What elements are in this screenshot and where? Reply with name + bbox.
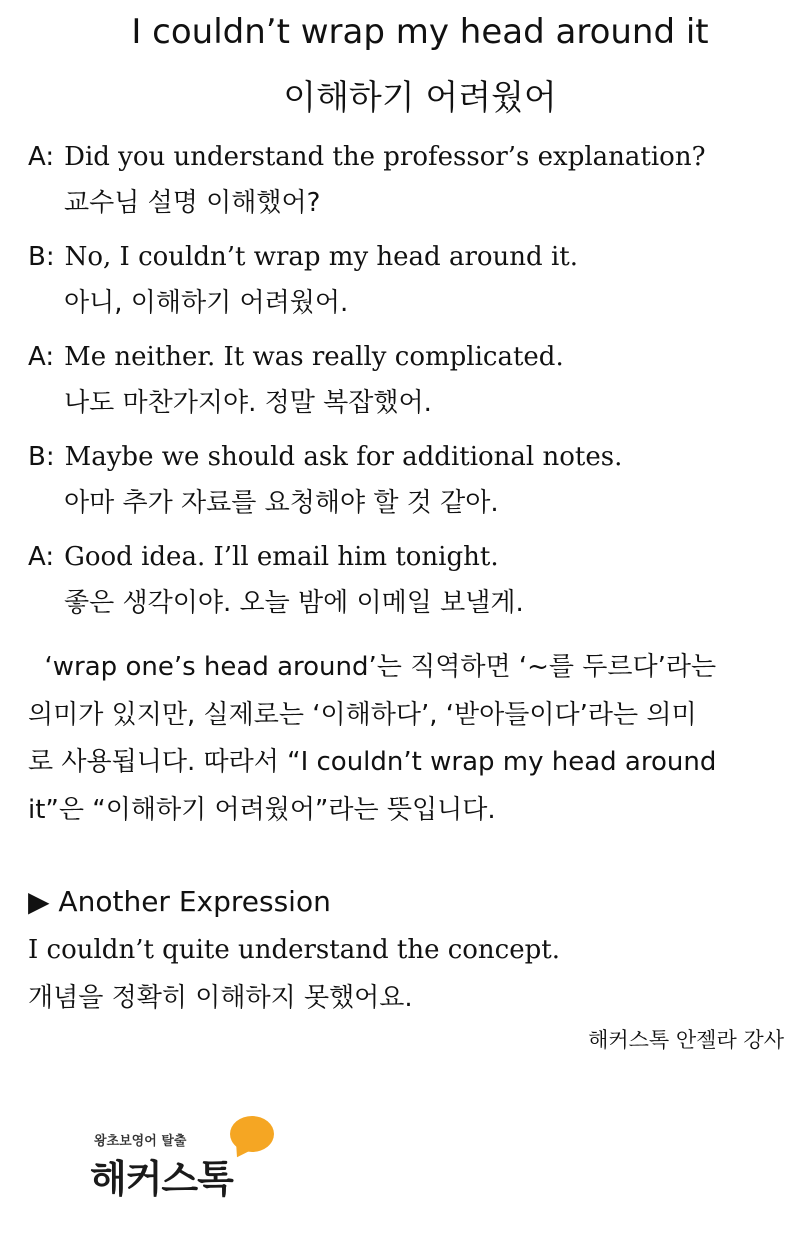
page-title-korean: 이해하기 어려웠어	[283, 78, 557, 118]
dialog-english: Me neither. It was really complicated.	[64, 342, 564, 372]
speaker-label: A	[28, 342, 46, 372]
logo-tagline: 왕초보영어 탈출	[94, 1134, 187, 1149]
hackers-talk-logo	[90, 1110, 290, 1210]
dialog-english: Maybe we should ask for additional notes.	[64, 442, 623, 472]
dialog-turn: B: No, I couldn’t wrap my head around it. 아니, 이해하기 어려웠어.	[28, 234, 798, 327]
speaker-label: A	[28, 142, 46, 172]
dialog-english: Good idea. I’ll email him tonight.	[64, 542, 499, 572]
explanation-paragraph	[28, 644, 788, 834]
dialog-english: Did you understand the professor’s explanation?	[64, 142, 706, 172]
explanation-line: ‘wrap one’s head around’는 직역하면 ‘~를 두르다’라는	[28, 652, 717, 682]
dialog-english: No, I couldn’t wrap my head around it.	[64, 242, 578, 272]
explanation-line: it”은 “이해하기 어려웠어”라는 뜻입니다.	[28, 794, 496, 825]
dialog-korean: 교수님 설명 이해했어?	[64, 188, 321, 218]
another-expression-english: I couldn’t quite understand the concept.	[28, 935, 560, 965]
dialog	[28, 134, 798, 634]
another-expression-heading: ▶ Another Expression	[28, 885, 331, 918]
dialog-turn: A: Good idea. I’ll email him tonight. 좋은 생각이야. 오늘 밤에 이메일 보낼게.	[28, 534, 798, 627]
another-expression-korean: 개념을 정확히 이해하지 못했어요.	[28, 983, 413, 1013]
page-title: I couldn’t wrap my head around it	[131, 12, 709, 52]
explanation-line: 로 사용됩니다. 따라서 “I couldn’t wrap my head around	[28, 747, 717, 777]
dialog-korean: 나도 마찬가지야. 정말 복잡했어.	[64, 388, 432, 418]
dialog-turn: B: Maybe we should ask for additional notes. 아마 추가 자료를 요청해야 할 것 같아.	[28, 434, 798, 527]
logo-brand: 해커스톡	[90, 1157, 233, 1201]
explanation-line: 의미가 있지만, 실제로는 ‘이해하다’, ‘받아들이다’라는 의미	[28, 699, 697, 730]
dialog-korean: 아마 추가 자료를 요청해야 할 것 같아.	[64, 488, 499, 518]
dialog-korean: 아니, 이해하기 어려웠어.	[64, 288, 349, 318]
speaker-label: A	[28, 542, 46, 572]
dialog-korean: 좋은 생각이야. 오늘 밤에 이메일 보낼게.	[64, 588, 524, 618]
speaker-label: B	[28, 442, 46, 472]
speaker-label: B	[28, 242, 46, 272]
another-expression	[28, 878, 788, 1022]
dialog-turn: A: Me neither. It was really complicated. 나도 마찬가지야. 정말 복잡했어.	[28, 334, 798, 427]
instructor-credit: 해커스톡 안젤라 강사	[588, 1028, 784, 1052]
dialog-turn: A: Did you understand the professor’s explanation? 교수님 설명 이해했어?	[28, 134, 798, 227]
